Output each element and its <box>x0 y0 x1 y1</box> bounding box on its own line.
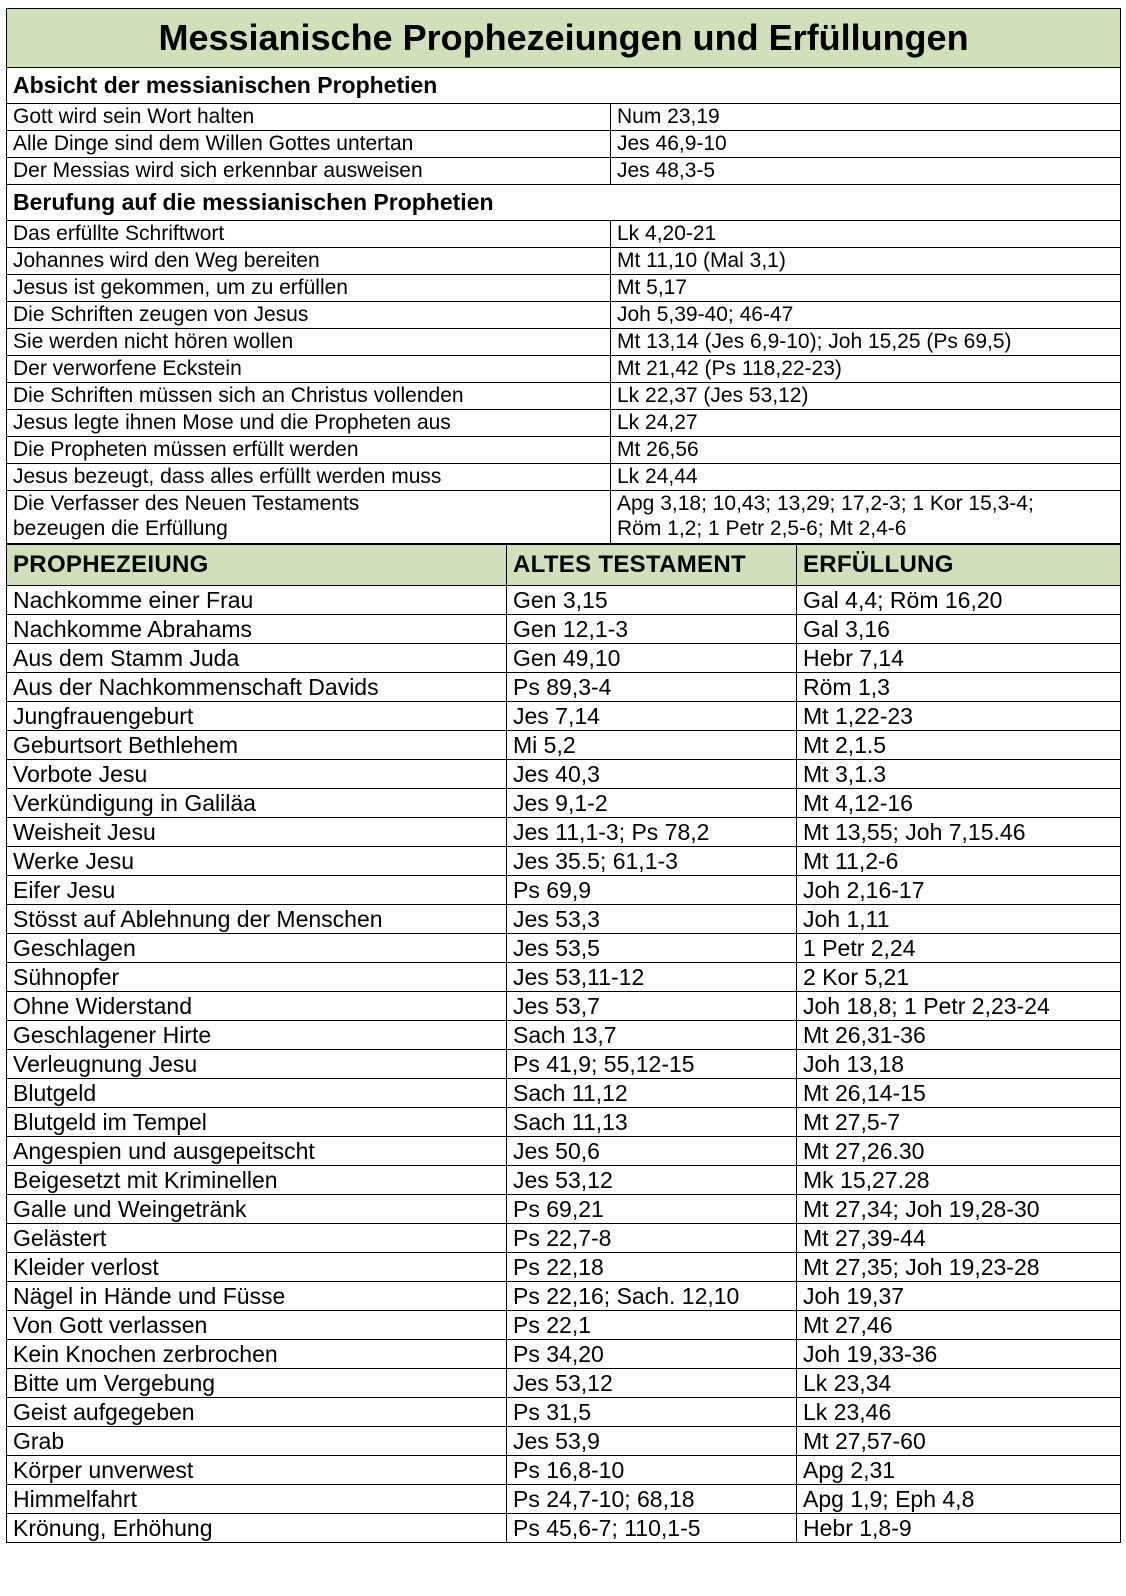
table-row <box>7 586 1121 615</box>
table-row <box>7 1398 1121 1427</box>
prophecy-cell: Eifer Jesu <box>7 876 507 905</box>
prophecy-cell: Sühnopfer <box>7 963 507 992</box>
text-line: Die Verfasser des Neuen Testaments <box>13 492 360 515</box>
text-line: bezeugen die Erfüllung <box>13 517 228 540</box>
fulfillment-cell: Mt 27,34; Joh 19,28-30 <box>797 1195 1121 1224</box>
prophecy-document <box>6 8 1120 1543</box>
bible-reference: Jes 48,3-5 <box>611 158 1121 185</box>
old-testament-cell: Sach 13,7 <box>507 1021 797 1050</box>
fulfillment-cell: Mt 4,12-16 <box>797 789 1121 818</box>
table-header-row <box>7 545 1121 586</box>
old-testament-cell: Ps 69,9 <box>507 876 797 905</box>
table-row <box>7 1311 1121 1340</box>
prophecy-cell: Geist aufgegeben <box>7 1398 507 1427</box>
prophecy-cell: Grab <box>7 1427 507 1456</box>
old-testament-cell: Ps 41,9; 55,12-15 <box>507 1050 797 1079</box>
fulfillment-cell: 1 Petr 2,24 <box>797 934 1121 963</box>
bible-reference: Mt 11,10 (Mal 3,1) <box>611 248 1121 275</box>
reference-text: Gott wird sein Wort halten <box>7 104 611 131</box>
prophecy-cell: Körper unverwest <box>7 1456 507 1485</box>
old-testament-cell: Jes 7,14 <box>507 702 797 731</box>
prophecy-cell: Aus dem Stamm Juda <box>7 644 507 673</box>
table-row <box>7 963 1121 992</box>
old-testament-cell: Ps 22,7-8 <box>507 1224 797 1253</box>
reference-text: Der verworfene Eckstein <box>7 356 611 383</box>
bible-reference: Mt 21,42 (Ps 118,22-23) <box>611 356 1121 383</box>
prophecy-table-body <box>7 545 1121 1543</box>
fulfillment-cell: Mt 27,35; Joh 19,23-28 <box>797 1253 1121 1282</box>
table-row <box>7 644 1121 673</box>
old-testament-cell: Ps 22,16; Sach. 12,10 <box>507 1282 797 1311</box>
reference-text: Jesus bezeugt, dass alles erfüllt werden muss <box>7 464 611 491</box>
table-row <box>7 1456 1121 1485</box>
old-testament-cell: Jes 53,5 <box>507 934 797 963</box>
prophecy-cell: Von Gott verlassen <box>7 1311 507 1340</box>
reference-text: Jesus legte ihnen Mose und die Propheten aus <box>7 410 611 437</box>
table-row <box>7 615 1121 644</box>
table-row <box>7 992 1121 1021</box>
table-row <box>7 1108 1121 1137</box>
fulfillment-cell: Mt 27,57-60 <box>797 1427 1121 1456</box>
reference-row <box>7 221 1121 248</box>
table-row <box>7 1253 1121 1282</box>
table-row <box>7 1427 1121 1456</box>
reference-row <box>7 410 1121 437</box>
fulfillment-cell: Hebr 1,8-9 <box>797 1514 1121 1543</box>
bible-reference <box>611 491 1121 544</box>
bible-reference: Lk 22,37 (Jes 53,12) <box>611 383 1121 410</box>
reference-row <box>7 437 1121 464</box>
prophecy-cell: Nachkomme Abrahams <box>7 615 507 644</box>
old-testament-cell: Jes 53,9 <box>507 1427 797 1456</box>
reference-row <box>7 302 1121 329</box>
fulfillment-cell: Mt 13,55; Joh 7,15.46 <box>797 818 1121 847</box>
old-testament-cell: Jes 53,11-12 <box>507 963 797 992</box>
table-row <box>7 905 1121 934</box>
table-row <box>7 876 1121 905</box>
prophecy-cell: Himmelfahrt <box>7 1485 507 1514</box>
fulfillment-cell: 2 Kor 5,21 <box>797 963 1121 992</box>
old-testament-cell: Sach 11,12 <box>507 1079 797 1108</box>
prophecy-cell: Aus der Nachkommenschaft Davids <box>7 673 507 702</box>
section-heading-row <box>7 185 1121 221</box>
table-row <box>7 1137 1121 1166</box>
fulfillment-cell: Mt 27,5-7 <box>797 1108 1121 1137</box>
reference-text: Die Schriften müssen sich an Christus vollenden <box>7 383 611 410</box>
old-testament-cell: Ps 34,20 <box>507 1340 797 1369</box>
fulfillment-cell: Hebr 7,14 <box>797 644 1121 673</box>
section-heading-berufung: Berufung auf die messianischen Prophetien <box>7 185 1121 221</box>
old-testament-cell: Jes 9,1-2 <box>507 789 797 818</box>
table-row <box>7 1195 1121 1224</box>
bible-reference: Lk 24,44 <box>611 464 1121 491</box>
prophecy-cell: Krönung, Erhöhung <box>7 1514 507 1543</box>
fulfillment-cell: Apg 1,9; Eph 4,8 <box>797 1485 1121 1514</box>
prophecy-cell: Kleider verlost <box>7 1253 507 1282</box>
fulfillment-cell: Apg 2,31 <box>797 1456 1121 1485</box>
table-row <box>7 1369 1121 1398</box>
reference-row <box>7 275 1121 302</box>
fulfillment-cell: Mt 26,31-36 <box>797 1021 1121 1050</box>
fulfillment-cell: Mk 15,27.28 <box>797 1166 1121 1195</box>
old-testament-cell: Jes 35.5; 61,1-3 <box>507 847 797 876</box>
section-heading-absicht: Absicht der messianischen Prophetien <box>7 68 1121 104</box>
table-row <box>7 934 1121 963</box>
prophecy-cell: Stösst auf Ablehnung der Menschen <box>7 905 507 934</box>
reference-text: Sie werden nicht hören wollen <box>7 329 611 356</box>
old-testament-cell: Jes 53,12 <box>507 1166 797 1195</box>
fulfillment-cell: Mt 26,14-15 <box>797 1079 1121 1108</box>
fulfillment-cell: Joh 18,8; 1 Petr 2,23-24 <box>797 992 1121 1021</box>
bible-reference: Lk 24,27 <box>611 410 1121 437</box>
old-testament-cell: Ps 16,8-10 <box>507 1456 797 1485</box>
text-line: Röm 1,2; 1 Petr 2,5-6; Mt 2,4-6 <box>617 517 907 540</box>
fulfillment-cell: Mt 27,46 <box>797 1311 1121 1340</box>
prophecy-cell: Verkündigung in Galiläa <box>7 789 507 818</box>
prophecy-cell: Nachkomme einer Frau <box>7 586 507 615</box>
prophecy-cell: Werke Jesu <box>7 847 507 876</box>
fulfillment-cell: Lk 23,46 <box>797 1398 1121 1427</box>
prophecy-cell: Geburtsort Bethlehem <box>7 731 507 760</box>
fulfillment-cell: Joh 1,11 <box>797 905 1121 934</box>
reference-row <box>7 383 1121 410</box>
bible-reference: Joh 5,39-40; 46-47 <box>611 302 1121 329</box>
reference-row <box>7 356 1121 383</box>
reference-text <box>7 491 611 544</box>
prophecy-cell: Angespien und ausgepeitscht <box>7 1137 507 1166</box>
table-row <box>7 818 1121 847</box>
old-testament-cell: Gen 12,1-3 <box>507 615 797 644</box>
old-testament-cell: Gen 49,10 <box>507 644 797 673</box>
prophecy-table <box>6 544 1121 1543</box>
old-testament-cell: Jes 40,3 <box>507 760 797 789</box>
reference-text: Alle Dinge sind dem Willen Gottes untertan <box>7 131 611 158</box>
reference-row-multiline <box>7 491 1121 544</box>
old-testament-cell: Ps 24,7-10; 68,18 <box>507 1485 797 1514</box>
fulfillment-cell: Mt 27,39-44 <box>797 1224 1121 1253</box>
reference-row <box>7 104 1121 131</box>
prophecy-cell: Gelästert <box>7 1224 507 1253</box>
table-row <box>7 1021 1121 1050</box>
table-row <box>7 1079 1121 1108</box>
fulfillment-cell: Joh 19,33-36 <box>797 1340 1121 1369</box>
fulfillment-cell: Joh 19,37 <box>797 1282 1121 1311</box>
page-title: Messianische Prophezeiungen und Erfüllungen <box>7 9 1121 68</box>
fulfillment-cell: Gal 4,4; Röm 16,20 <box>797 586 1121 615</box>
fulfillment-cell: Mt 11,2-6 <box>797 847 1121 876</box>
old-testament-cell: Ps 89,3-4 <box>507 673 797 702</box>
table-row <box>7 1166 1121 1195</box>
text-line: Apg 3,18; 10,43; 13,29; 17,2-3; 1 Kor 15,3-4; <box>617 492 1034 515</box>
old-testament-cell: Jes 53,12 <box>507 1369 797 1398</box>
old-testament-cell: Ps 22,18 <box>507 1253 797 1282</box>
prophecy-cell: Vorbote Jesu <box>7 760 507 789</box>
title-row <box>7 9 1121 68</box>
prophecy-cell: Galle und Weingetränk <box>7 1195 507 1224</box>
table-row <box>7 1224 1121 1253</box>
fulfillment-cell: Mt 2,1.5 <box>797 731 1121 760</box>
bible-reference: Lk 4,20-21 <box>611 221 1121 248</box>
intro-table <box>6 8 1121 544</box>
prophecy-cell: Geschlagener Hirte <box>7 1021 507 1050</box>
bible-reference: Num 23,19 <box>611 104 1121 131</box>
old-testament-cell: Mi 5,2 <box>507 731 797 760</box>
column-header-prophezeiung: PROPHEZEIUNG <box>7 545 507 586</box>
section-heading-row <box>7 68 1121 104</box>
old-testament-cell: Sach 11,13 <box>507 1108 797 1137</box>
table-row <box>7 760 1121 789</box>
intro-table-body <box>7 9 1121 544</box>
old-testament-cell: Ps 45,6-7; 110,1-5 <box>507 1514 797 1543</box>
fulfillment-cell: Mt 3,1.3 <box>797 760 1121 789</box>
table-row <box>7 1340 1121 1369</box>
reference-text: Das erfüllte Schriftwort <box>7 221 611 248</box>
reference-text: Die Propheten müssen erfüllt werden <box>7 437 611 464</box>
old-testament-cell: Ps 31,5 <box>507 1398 797 1427</box>
reference-row <box>7 329 1121 356</box>
fulfillment-cell: Mt 27,26.30 <box>797 1137 1121 1166</box>
bible-reference: Mt 26,56 <box>611 437 1121 464</box>
column-header-altes-testament: ALTES TESTAMENT <box>507 545 797 586</box>
table-row <box>7 731 1121 760</box>
bible-reference: Jes 46,9-10 <box>611 131 1121 158</box>
table-row <box>7 1514 1121 1543</box>
prophecy-cell: Blutgeld <box>7 1079 507 1108</box>
old-testament-cell: Gen 3,15 <box>507 586 797 615</box>
prophecy-cell: Ohne Widerstand <box>7 992 507 1021</box>
reference-text: Die Schriften zeugen von Jesus <box>7 302 611 329</box>
prophecy-cell: Bitte um Vergebung <box>7 1369 507 1398</box>
table-row <box>7 789 1121 818</box>
reference-text: Jesus ist gekommen, um zu erfüllen <box>7 275 611 302</box>
prophecy-cell: Verleugnung Jesu <box>7 1050 507 1079</box>
reference-row <box>7 464 1121 491</box>
table-row <box>7 673 1121 702</box>
prophecy-cell: Beigesetzt mit Kriminellen <box>7 1166 507 1195</box>
prophecy-cell: Nägel in Hände und Füsse <box>7 1282 507 1311</box>
bible-reference: Mt 13,14 (Jes 6,9-10); Joh 15,25 (Ps 69,5) <box>611 329 1121 356</box>
old-testament-cell: Jes 50,6 <box>507 1137 797 1166</box>
prophecy-cell: Weisheit Jesu <box>7 818 507 847</box>
prophecy-cell: Kein Knochen zerbrochen <box>7 1340 507 1369</box>
prophecy-cell: Blutgeld im Tempel <box>7 1108 507 1137</box>
old-testament-cell: Ps 22,1 <box>507 1311 797 1340</box>
reference-text: Der Messias wird sich erkennbar ausweisen <box>7 158 611 185</box>
old-testament-cell: Jes 53,7 <box>507 992 797 1021</box>
fulfillment-cell: Mt 1,22-23 <box>797 702 1121 731</box>
table-row <box>7 1282 1121 1311</box>
reference-row <box>7 131 1121 158</box>
old-testament-cell: Ps 69,21 <box>507 1195 797 1224</box>
fulfillment-cell: Lk 23,34 <box>797 1369 1121 1398</box>
fulfillment-cell: Röm 1,3 <box>797 673 1121 702</box>
reference-row <box>7 248 1121 275</box>
table-row <box>7 1485 1121 1514</box>
old-testament-cell: Jes 53,3 <box>507 905 797 934</box>
prophecy-cell: Jungfrauengeburt <box>7 702 507 731</box>
fulfillment-cell: Gal 3,16 <box>797 615 1121 644</box>
fulfillment-cell: Joh 2,16-17 <box>797 876 1121 905</box>
old-testament-cell: Jes 11,1-3; Ps 78,2 <box>507 818 797 847</box>
table-row <box>7 1050 1121 1079</box>
fulfillment-cell: Joh 13,18 <box>797 1050 1121 1079</box>
bible-reference: Mt 5,17 <box>611 275 1121 302</box>
reference-row <box>7 158 1121 185</box>
prophecy-cell: Geschlagen <box>7 934 507 963</box>
table-row <box>7 847 1121 876</box>
table-row <box>7 702 1121 731</box>
reference-text: Johannes wird den Weg bereiten <box>7 248 611 275</box>
column-header-erfuellung: ERFÜLLUNG <box>797 545 1121 586</box>
